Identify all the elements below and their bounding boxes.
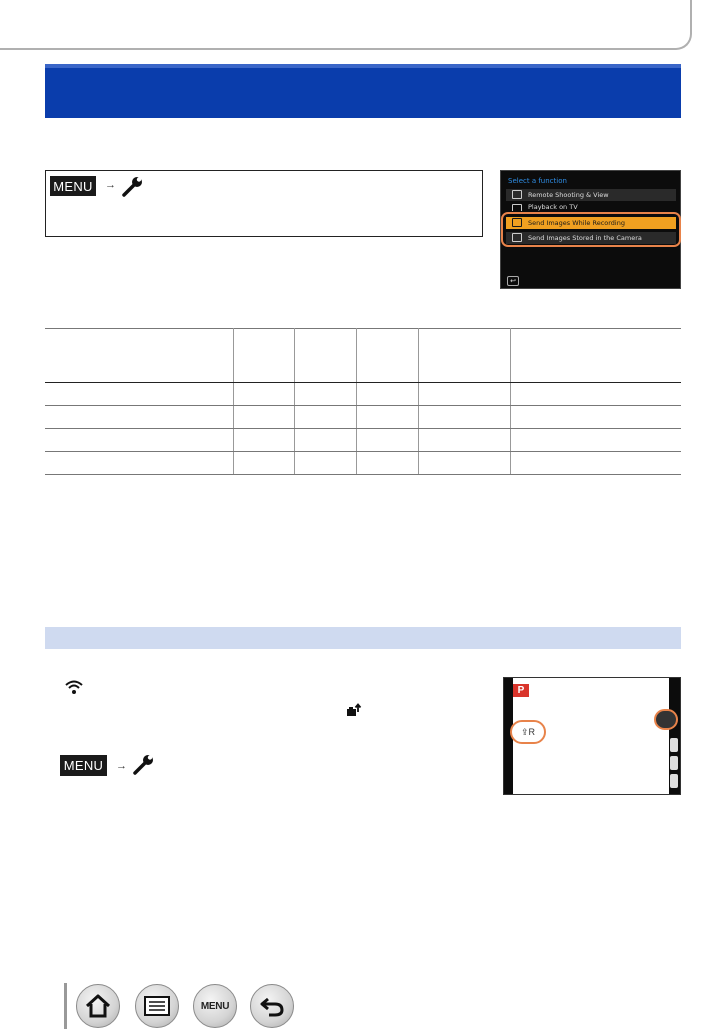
mode-indicator: P: [513, 684, 529, 697]
camera-menu-item: Remote Shooting & View: [506, 189, 676, 201]
menu-button-label: MENU: [50, 176, 96, 196]
table-header-cell: [510, 329, 681, 383]
table-header-cell: [356, 329, 418, 383]
table-header-cell: [418, 329, 510, 383]
wifi-icon: [64, 679, 84, 695]
menu-path-box: [45, 170, 483, 237]
camera-recording-screen: [503, 677, 681, 795]
table-header-cell: [233, 329, 294, 383]
touch-tab-icon: [670, 756, 678, 770]
send-while-recording-icon: [346, 703, 362, 717]
table-row: [45, 406, 681, 429]
home-button[interactable]: [76, 984, 120, 1028]
menu-icon: MENU: [200, 1000, 230, 1012]
wrench-icon: [120, 176, 144, 198]
back-icon: ↩: [507, 276, 519, 286]
camera-function-screen: [500, 170, 681, 289]
table-header-row: [45, 329, 681, 383]
arrow-icon: →: [105, 179, 116, 191]
table-header-cell: [45, 329, 233, 383]
section-heading-bar: [45, 627, 681, 649]
compatibility-table: [45, 328, 681, 475]
contents-icon: [144, 996, 170, 1016]
arrow-icon: →: [116, 760, 127, 772]
camera-menu-item: Playback on TV: [506, 203, 676, 211]
home-icon: [85, 994, 111, 1018]
touch-tab-icon: [670, 738, 678, 752]
wifi-status-icon: [654, 709, 678, 730]
table-row: [45, 383, 681, 406]
camera-menu-item: Send Images Stored in the Camera: [506, 232, 676, 244]
table-row: [45, 429, 681, 452]
touch-tab-icon: [670, 774, 678, 788]
page-frame: [0, 0, 692, 50]
back-icon: [259, 995, 285, 1017]
selection-highlight: [501, 212, 681, 247]
tv-icon: [512, 204, 522, 211]
table-header-cell: [294, 329, 356, 383]
menu-button[interactable]: [193, 984, 237, 1028]
camera-screen-title: Select a function: [508, 177, 567, 185]
contents-button[interactable]: [135, 984, 179, 1028]
nav-separator: [64, 983, 67, 1029]
send-status-badge: ⇪R: [510, 720, 546, 744]
page-title-bar: [45, 64, 681, 118]
remote-icon: [512, 190, 522, 199]
wrench-icon: [131, 754, 155, 776]
back-button[interactable]: [250, 984, 294, 1028]
camera-menu-item-selected: Send Images While Recording: [506, 217, 676, 229]
menu-button-label: MENU: [60, 755, 107, 776]
table-row: [45, 452, 681, 475]
